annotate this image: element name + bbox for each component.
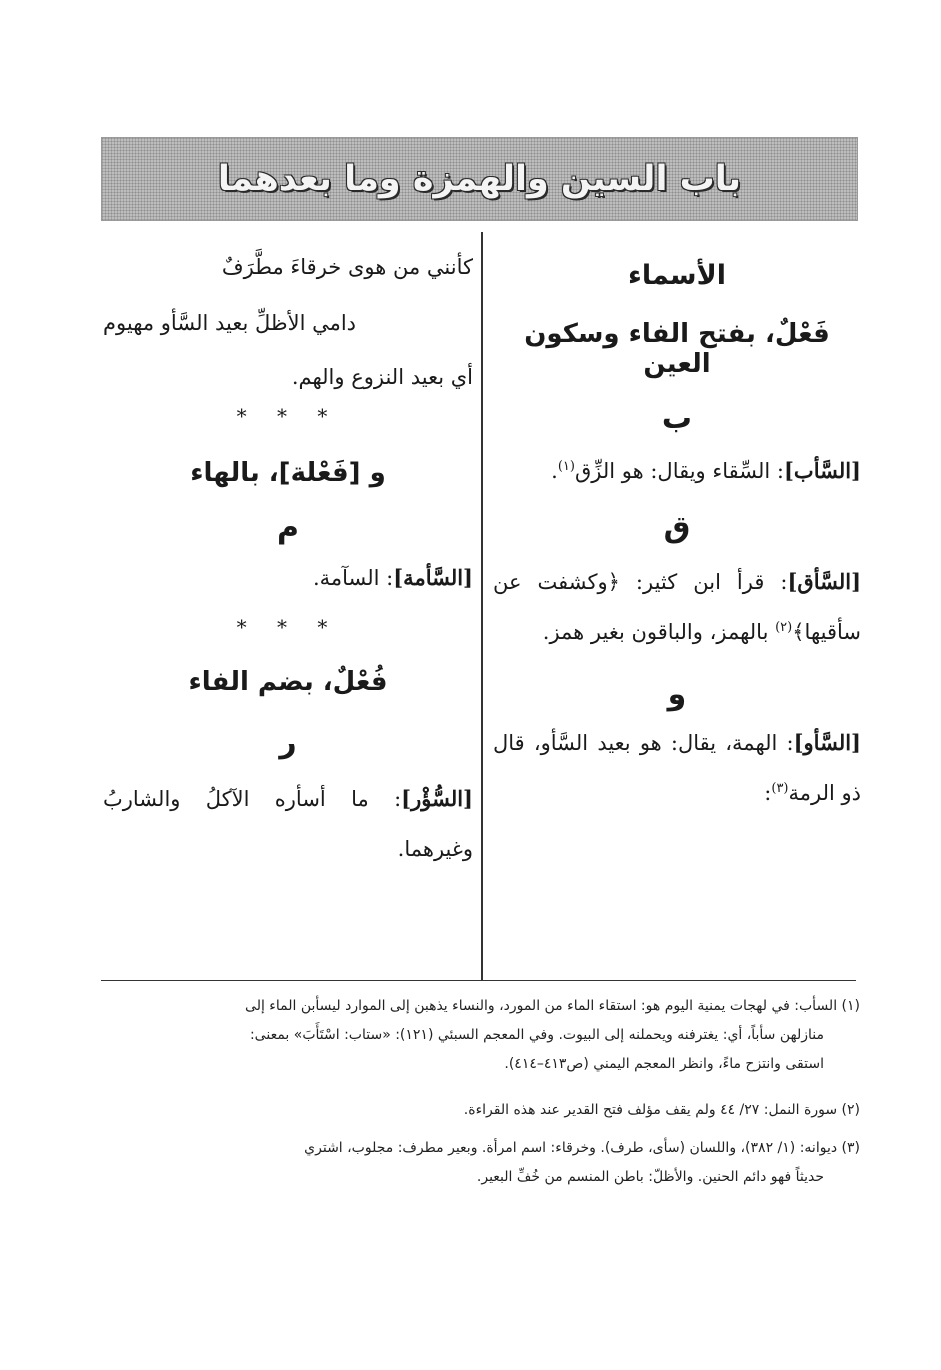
footnote-2 — [100, 1096, 860, 1125]
entry-lemma: [السَّأمة] — [393, 565, 473, 590]
footnote-3 — [100, 1134, 860, 1192]
footnote-line: حديثاً فهو دائم الحنين. والأظلّ: باطن المنسم من خُفِّ البعير. — [476, 1169, 824, 1185]
entry-lemma: [السَّأو] — [793, 730, 861, 755]
left-column — [103, 238, 473, 874]
entry-text: : ما أسأره الآكلُ والشاربُ وغيرهما. — [103, 787, 473, 861]
pattern-heading-2: و [فَعْلة]، بالهاء — [190, 458, 386, 488]
entry-end: . — [551, 459, 558, 483]
footnote-ref: (٢) — [775, 620, 793, 635]
entry-lemma: [السَّأب] — [783, 458, 861, 483]
footnote-ref: (١) — [557, 459, 575, 474]
entry-sa-m — [103, 553, 473, 603]
letter-heading-w: و — [667, 677, 687, 712]
entry-sa-q — [493, 557, 861, 657]
entry-text: : السآمة. — [312, 566, 394, 590]
verse-line-1: كأنني من هوى خرقاءَ مطَّرَفٌ — [221, 255, 473, 279]
footnote-ref: (٣) — [771, 781, 789, 796]
right-column — [493, 238, 861, 818]
entry-text: : قرأ ابن كثير: ﴿وكشفت عن سأقيها﴾ — [493, 570, 861, 644]
footnote-line: (١) السأب: في لهجات يمنية اليوم هو: استقاء الماء من المورد، والنساء يذهبن إلى الموارد ليسأبن الماء إلى — [245, 998, 860, 1014]
chapter-title: باب السين والهمزة وما بعدهما — [217, 159, 742, 199]
letter-heading-b: ب — [661, 401, 693, 436]
verse-gloss: أي بعيد النزوع والهم. — [291, 365, 473, 389]
entry-end: : — [764, 781, 772, 805]
column-divider — [481, 232, 483, 980]
pattern-heading-3: فُعْلٌ، بضم الفاء — [188, 667, 388, 697]
footnote-1 — [100, 992, 860, 1079]
letter-heading-q: ق — [663, 510, 691, 545]
separator-stars: * * * — [236, 404, 340, 428]
entry-text: : السِّقاء ويقال: هو الزِّق — [574, 459, 784, 483]
footnote-line: منازلهن سأباً، أي: يغترفنه ويحملنه إلى البيوت. وفي المعجم السبئي (١٢١): «ستاب: اسْتَأَبَ» بمعنى: — [249, 1027, 824, 1043]
entry-text: : الهمة، يقال: هو بعيد السَّأو، قال ذو الرمة — [493, 731, 861, 805]
letter-heading-m: م — [277, 510, 299, 545]
footnote-line: استقى وانتزح ماءً، وانظر المعجم اليمني (ص٤١٣–٤١٤). — [504, 1056, 824, 1072]
chapter-banner — [101, 137, 858, 221]
entry-sa-b — [493, 446, 861, 496]
entry-lemma: [السَّأق] — [787, 569, 861, 594]
footnote-line: (٢) سورة النمل: ٢٧/ ٤٤ ولم يقف مؤلف فتح القدير عند هذه القراءة. — [463, 1102, 860, 1118]
footnote-line: (٣) ديوانه: (١/ ٣٨٢)، واللسان (سأى، طرف). وخرقاء: اسم امرأة. وبعير مطرف: مجلوب، اشتري — [304, 1140, 860, 1156]
pattern-heading: فَعْلٌ، بفتح الفاء وسكون العين — [524, 319, 830, 379]
entry-rest: بالهمز، والباقون بغير همز. — [542, 620, 776, 644]
separator-stars: * * * — [236, 615, 340, 639]
section-heading: الأسماء — [628, 260, 726, 291]
verse-line-2: دامي الأظلِّ بعيد السَّأو مهيوم — [103, 311, 357, 335]
entry-lemma: [السُّؤْر] — [401, 786, 473, 811]
footnote-rule — [101, 980, 856, 981]
entry-sa-r — [103, 774, 473, 874]
letter-heading-r: ر — [279, 725, 297, 760]
entry-sa-w — [493, 718, 861, 818]
